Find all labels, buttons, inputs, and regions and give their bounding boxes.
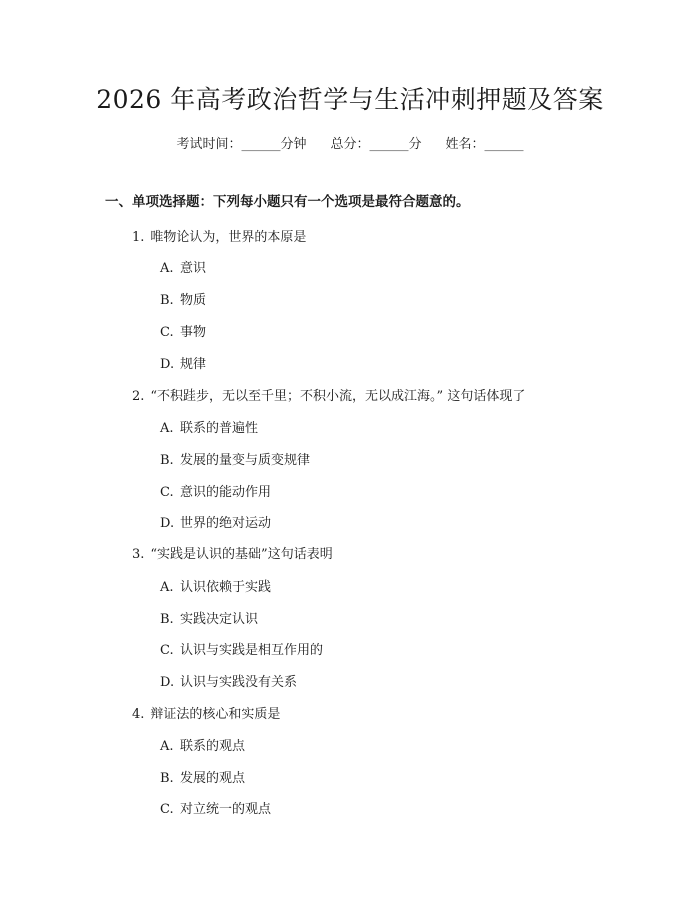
option-letter: B. [160,293,174,308]
question-3 [132,543,333,562]
option-text: 规律 [180,357,207,372]
question-number: 1. [132,230,145,245]
question-1 [132,226,306,245]
option-text: 意识 [180,261,207,276]
question-text: “实践是认识的基础”这句话表明 [150,547,333,562]
option-letter: B. [160,453,174,468]
option-3d [160,671,297,690]
option-1d [160,353,206,372]
question-2 [132,385,525,404]
option-text: 发展的量变与质变规律 [180,453,311,468]
option-4a [160,735,245,754]
option-text: 认识与实践没有关系 [180,675,298,690]
option-letter: C. [160,802,174,817]
question-number: 4. [132,707,145,722]
option-4c [160,798,271,817]
total-score-field: 总分：______分 [330,137,422,152]
option-letter: A. [160,261,174,276]
question-number: 2. [132,389,145,404]
option-text: 发展的观点 [180,771,246,786]
option-letter: B. [160,771,174,786]
option-1a [160,257,206,276]
option-1c [160,321,206,340]
option-2a [160,417,258,436]
option-letter: A. [160,421,174,436]
option-letter: C. [160,643,174,658]
option-letter: C. [160,485,174,500]
option-text: 联系的观点 [180,739,246,754]
option-4b [160,767,245,786]
option-text: 对立统一的观点 [180,802,272,817]
option-3b [160,608,258,627]
option-letter: B. [160,612,174,627]
option-text: 认识依赖于实践 [180,580,272,595]
option-text: 世界的绝对运动 [180,516,272,531]
section-heading: 一、单项选择题：下列每小题只有一个选项是最符合题意的。 [105,194,470,210]
option-letter: A. [160,739,174,754]
exam-time-field: 考试时间：______分钟 [176,137,307,152]
option-text: 实践决定认识 [180,612,259,627]
option-2d [160,512,271,531]
exam-meta [0,133,700,152]
option-letter: D. [160,357,175,372]
student-name-field: 姓名：______ [445,137,524,152]
option-text: 事物 [180,325,207,340]
option-letter: A. [160,580,174,595]
option-letter: D. [160,675,175,690]
option-3c [160,639,323,658]
question-4 [132,703,280,722]
option-2c [160,481,271,500]
question-number: 3. [132,547,145,562]
question-text: 唯物论认为，世界的本原是 [150,230,307,245]
option-letter: D. [160,516,175,531]
option-3a [160,576,271,595]
option-text: 认识与实践是相互作用的 [180,643,324,658]
page-title: 2026 年高考政治哲学与生活冲刺押题及答案 [96,85,604,114]
option-text: 意识的能动作用 [180,485,272,500]
option-letter: C. [160,325,174,340]
option-2b [160,449,310,468]
question-text: “不积跬步，无以至千里；不积小流，无以成江海。” 这句话体现了 [150,389,526,404]
option-1b [160,289,206,308]
question-text: 辩证法的核心和实质是 [150,707,281,722]
option-text: 联系的普遍性 [180,421,259,436]
option-text: 物质 [180,293,207,308]
